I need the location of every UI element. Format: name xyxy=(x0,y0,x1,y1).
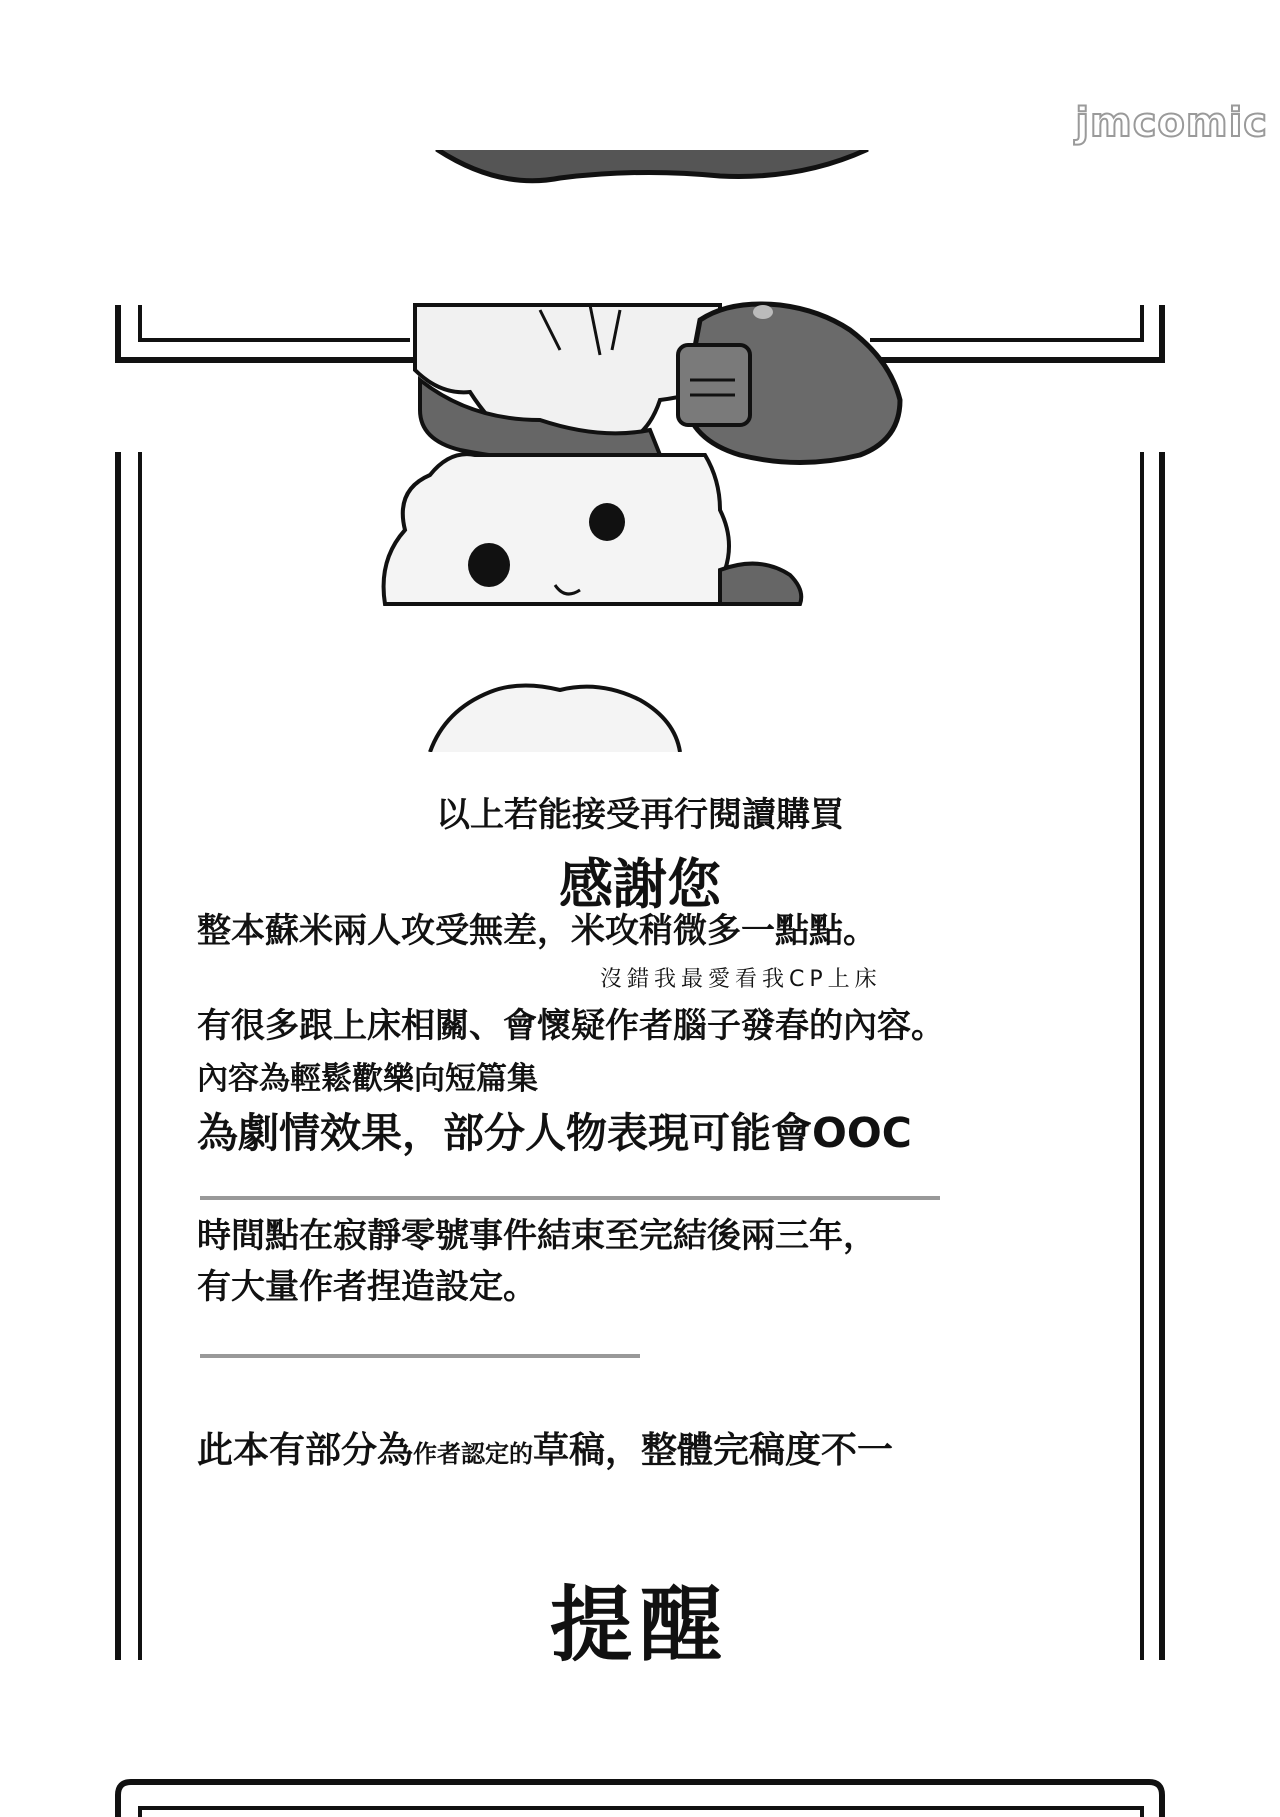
creature-band-2 xyxy=(384,454,802,604)
notice-line-3: 內容為輕鬆歡樂向短篇集 xyxy=(197,1061,538,1097)
notice-line-7-small: 作者認定的 xyxy=(413,1440,534,1468)
reminder-title: 提醒 xyxy=(549,1578,730,1673)
lower-frame xyxy=(118,1782,1162,1817)
notice-line-7-a: 此本有部分為 xyxy=(197,1430,414,1471)
creature-band-1 xyxy=(415,304,900,463)
notice-line-2: 有很多跟上床相關、會懷疑作者腦子發春的內容。 xyxy=(197,1006,945,1046)
notice-line-7 xyxy=(197,1422,893,1473)
watermark: jmcomic xyxy=(1075,100,1268,146)
thanks-heading: 感謝您 xyxy=(559,853,721,916)
notice-line-6: 有大量作者捏造設定。 xyxy=(197,1267,537,1307)
creature-dome xyxy=(430,685,680,752)
small-note: 沒錯我最愛看我CP上床 xyxy=(600,967,882,992)
notice-line-1: 整本蘇米兩人攻受無差，米攻稍微多一點點。 xyxy=(197,911,877,951)
notice-line-4: 為劇情效果，部分人物表現可能會OOC xyxy=(197,1109,912,1157)
notice-line-7-b: 草稿，整體完稿度不一 xyxy=(533,1430,894,1471)
accept-line: 以上若能接受再行閱讀購買 xyxy=(436,795,844,835)
notice-line-5: 時間點在寂靜零號事件結束至完結後兩三年， xyxy=(197,1216,877,1256)
